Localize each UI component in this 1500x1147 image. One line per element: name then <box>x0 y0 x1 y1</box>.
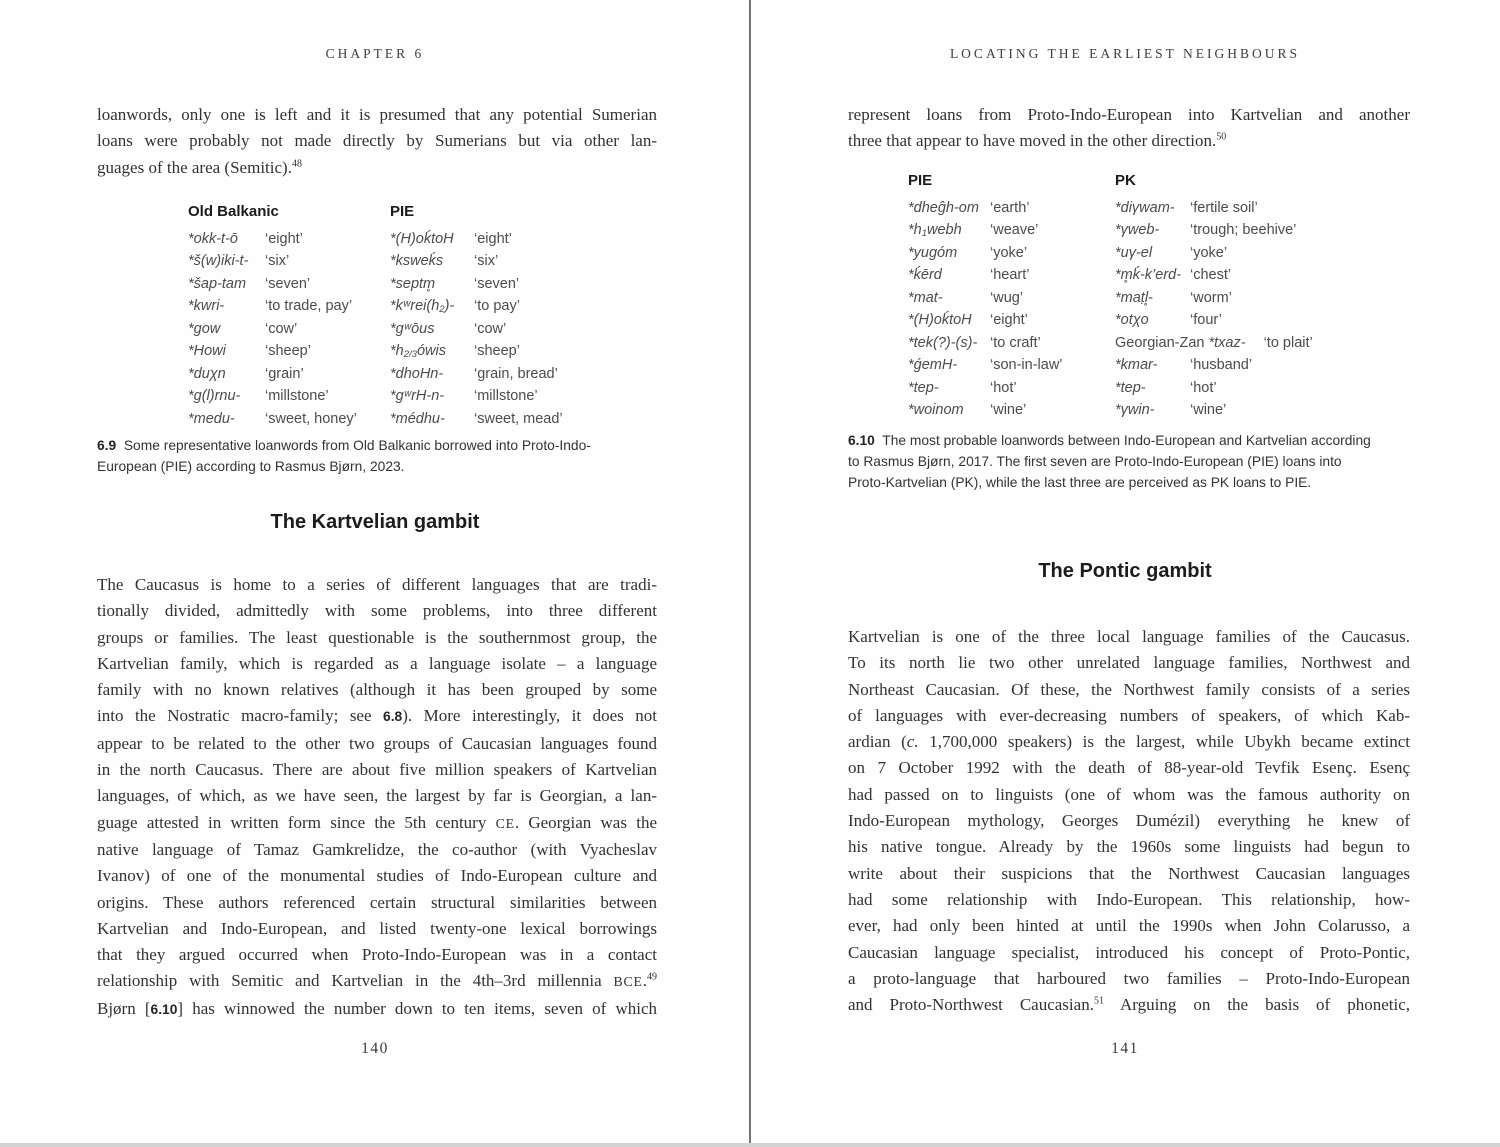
gloss: ‘sheep’ <box>265 343 311 360</box>
column-header-old-balkanic: Old Balkanic <box>188 203 279 220</box>
table-row <box>908 197 1313 219</box>
text-line: had some relationship with Indo-European. This relationship, how- <box>848 889 1410 909</box>
table-header-row <box>908 170 1313 192</box>
text-line: Northeast Caucasian. Of these, the Northwest family consists of a series <box>848 679 1410 699</box>
table-row <box>188 295 563 317</box>
text-line: family with no known relatives (although it has been grouped by some <box>97 680 657 700</box>
text-line: Bjørn [6.10] has winnowed the number down to ten items, seven of which <box>97 998 657 1018</box>
gloss: ‘hot’ <box>1190 379 1217 396</box>
text-line: on 7 October 1992 with the death of 88-year-old Tevfik Esenç. Esenç <box>848 758 1410 778</box>
table-row <box>908 309 1313 331</box>
text-line: of languages with ever-decreasing numbers of speakers, of which Kab- <box>848 705 1410 725</box>
text-line: The Caucasus is home to a series of different languages that are tradi- <box>97 575 657 594</box>
gloss: ‘cow’ <box>474 320 507 337</box>
reconstructed-form: *woinom <box>908 402 964 419</box>
text-line: Kartvelian and Indo-European, and listed twenty-one lexical borrowings <box>97 918 657 938</box>
text-line: represent loans from Proto-Indo-European into Kartvelian and another <box>848 105 1410 124</box>
text-line: native language of Tamaz Gamkrelidze, the co-author (with Vyacheslav <box>97 839 657 859</box>
reconstructed-form: Georgian-Zan *txaz- ‘to plait’ <box>1115 334 1313 351</box>
text-line: into the Nostratic macro-family; see 6.8). More interestingly, it does not <box>97 706 657 726</box>
gloss: ‘four’ <box>1190 312 1222 329</box>
reconstructed-form: *mat- <box>908 289 943 306</box>
text-line: write about their suspicions that the Northwest Caucasian languages <box>848 863 1410 883</box>
reconstructed-form: *gow <box>188 320 221 337</box>
table-row <box>908 377 1313 399</box>
running-head-section: LOCATING THE EARLIEST NEIGHBOURS <box>949 46 1301 61</box>
reconstructed-form: *dheĝh-om <box>908 200 979 216</box>
body-paragraph-right <box>848 624 1410 1018</box>
section-heading-pontic-gambit: The Pontic gambit <box>1038 560 1212 582</box>
text-line: loans were probably not made directly by Sumerians but via other lan- <box>97 131 657 151</box>
table-row <box>908 399 1313 421</box>
gloss: ‘earth’ <box>990 200 1030 216</box>
reconstructed-form: $*kʷrei(h_2)-$ <box>390 298 455 316</box>
gloss: ‘millstone’ <box>474 388 538 405</box>
gloss: ‘husband’ <box>1190 357 1253 374</box>
reconstructed-form: *kwri- <box>188 298 225 315</box>
table-row <box>908 287 1313 309</box>
reconstructed-form: *gʷōus <box>390 320 435 337</box>
gloss: ‘to trade, pay’ <box>265 298 353 315</box>
gloss: ‘six’ <box>474 253 499 270</box>
running-head-chapter: CHAPTER 6 <box>325 46 425 61</box>
table-row <box>908 219 1313 241</box>
page-number-141: 141 <box>1111 1040 1139 1057</box>
table-body <box>908 197 1313 422</box>
gloss: ‘seven’ <box>265 275 311 292</box>
reconstructed-form: *diγwam- <box>1115 200 1175 216</box>
reconstructed-form: *tep- <box>1115 379 1146 396</box>
gloss: ‘cow’ <box>265 320 298 337</box>
column-header-pie: PIE <box>390 203 415 220</box>
text-line: to Rasmus Bjørn, 2017. The first seven are Proto-Indo-European (PIE) loans into <box>848 454 1342 469</box>
table-row <box>188 318 563 340</box>
reconstructed-form: *kmar- <box>1115 357 1158 374</box>
reconstructed-form: *ḱērd <box>908 267 942 284</box>
table-row <box>188 363 563 385</box>
figure-caption-6-10 <box>848 430 1408 493</box>
gloss: ‘chest’ <box>1190 267 1232 284</box>
gloss: ‘heart’ <box>990 267 1030 284</box>
gloss: ‘wine’ <box>990 402 1027 419</box>
page-number-140: 140 <box>361 1040 389 1057</box>
loanword-table-old-balkanic-pie <box>188 201 563 430</box>
gloss: ‘yoke’ <box>1190 244 1228 261</box>
reconstructed-form: *γwin- <box>1115 402 1155 419</box>
reconstructed-form: *yugóm <box>908 244 958 261</box>
reconstructed-form: *otχo <box>1115 312 1149 329</box>
reconstructed-form: *(H)oḱtoH <box>390 231 454 247</box>
reconstructed-form: *gʷrH-n- <box>390 388 445 405</box>
text-line: Kartvelian family, which is regarded as a language isolate – a language <box>97 653 657 673</box>
gloss: ‘sweet, mead’ <box>474 410 563 427</box>
reconstructed-form: *médhu- <box>390 410 445 427</box>
gloss: ‘son-in-law’ <box>990 357 1063 374</box>
gloss: ‘hot’ <box>990 379 1017 396</box>
reconstructed-form: *dhoHn- <box>390 365 444 382</box>
gloss: ‘millstone’ <box>265 388 329 405</box>
text-line: European (PIE) according to Rasmus Bjørn, 2023. <box>97 459 405 474</box>
text-line: in the north Caucasus. There are about five million speakers of Kartvelian <box>97 760 657 780</box>
text-line: his native tongue. Already by the 1960s some linguists had begun to <box>848 837 1410 857</box>
reconstructed-form: *medu- <box>188 410 235 427</box>
gloss: ‘to craft’ <box>990 334 1041 351</box>
bottom-edge-shadow <box>0 1143 1500 1147</box>
table-row <box>908 354 1313 376</box>
figure-caption-6-9 <box>97 435 642 477</box>
gloss: ‘grain’ <box>265 365 304 382</box>
gloss: ‘eight’ <box>474 231 512 247</box>
gloss: ‘wug’ <box>990 289 1024 306</box>
table-row <box>188 385 563 407</box>
text-line: guage attested in written form since the 5th century CE. Georgian was the <box>97 812 657 832</box>
gloss: ‘to plait’ <box>1263 334 1313 351</box>
gloss: ‘weave’ <box>990 222 1039 239</box>
section-heading-kartvelian-gambit: The Kartvelian gambit <box>270 511 480 533</box>
text-line: tionally divided, admittedly with some problems, into three different <box>97 601 657 621</box>
gloss: ‘wine’ <box>1190 402 1227 419</box>
text-line: Ivanov) of one of the monumental studies of Indo-European culture and <box>97 866 657 886</box>
reconstructed-form: *m̥ḱ-k’erd- <box>1115 267 1182 284</box>
text-line: 6.9 Some representative loanwords from Old Balkanic borrowed into Proto-Indo- <box>97 438 591 453</box>
gloss: ‘worm’ <box>1190 289 1232 306</box>
reconstructed-form: *septm̥ <box>390 275 436 292</box>
reconstructed-form: *ǵemH- <box>908 357 958 374</box>
loanword-table-pie-pk <box>908 170 1313 422</box>
text-line: that they argued occurred when Proto-Indo-European was in a contact <box>97 945 657 965</box>
gloss: ‘six’ <box>265 253 290 270</box>
gloss: ‘fertile soil’ <box>1190 200 1258 216</box>
text-line: Kartvelian is one of the three local language families of the Caucasus. <box>848 627 1410 646</box>
text-line: a proto-language that harboured two families – Proto-Indo-European <box>848 968 1410 988</box>
gloss: ‘eight’ <box>265 231 303 247</box>
reconstructed-form: *tek(?)-(s)- <box>908 334 978 351</box>
column-header-pie: PIE <box>908 172 933 189</box>
reconstructed-form: *tep- <box>908 379 939 396</box>
table-row <box>908 332 1313 354</box>
table-body <box>188 228 563 430</box>
text-line: three that appear to have moved in the other direction.$^{50}$ <box>848 131 1227 151</box>
text-line: languages, of which, as we have seen, the largest by far is Georgian, a lan- <box>97 786 657 806</box>
text-line: Indo-European mythology, Georges Dumézil) everything he knew of <box>848 811 1410 831</box>
intro-paragraph <box>848 102 1410 155</box>
text-line: and Proto-Northwest Caucasian.$^{51}$ Arguing on the basis of phonetic, <box>848 995 1410 1015</box>
text-line: guages of the area (Semitic).$^{48}$ <box>97 157 302 177</box>
gloss: ‘to pay’ <box>474 298 520 315</box>
gloss: ‘trough; beehive’ <box>1190 222 1297 239</box>
reconstructed-form: *γweb- <box>1115 222 1160 239</box>
text-line: ever, had only been hinted at until the 1990s when John Colarusso, a <box>848 916 1410 936</box>
table-row <box>188 408 563 430</box>
reconstructed-form: *g(l)rnu- <box>188 388 241 405</box>
reconstructed-form: *uγ-el <box>1115 244 1153 261</box>
table-row <box>908 242 1313 264</box>
table-row <box>908 264 1313 286</box>
page-141 <box>750 0 1500 1147</box>
reconstructed-form: *šap-tam <box>188 275 247 292</box>
text-line: groups or families. The least questionable is the southernmost group, the <box>97 627 657 647</box>
reconstructed-form: *Howi <box>188 343 226 360</box>
text-line: loanwords, only one is left and it is presumed that any potential Sumerian <box>97 105 657 124</box>
text-line: had passed on to linguists (one of whom was the famous authority on <box>848 784 1410 804</box>
reconstructed-form: *duχn <box>188 365 226 382</box>
reconstructed-form: $*h_1webh$ <box>908 222 962 240</box>
reconstructed-form: *okk-t-ō <box>188 231 238 247</box>
table-header-row <box>188 201 563 223</box>
table-row <box>188 228 563 250</box>
text-line: relationship with Semitic and Kartvelian in the 4th–3rd millennia BCE.$^{49}$ <box>97 971 657 991</box>
text-line: origins. These authors referenced certain structural similarities between <box>97 892 657 912</box>
table-row <box>188 250 563 272</box>
column-header-pk: PK <box>1115 172 1136 189</box>
text-line: To its north lie two other unrelated language families, Northwest and <box>848 653 1410 673</box>
table-row <box>188 340 563 362</box>
gloss: ‘yoke’ <box>990 244 1028 261</box>
gloss: ‘eight’ <box>990 312 1028 329</box>
text-line: appear to be related to the other two groups of Caucasian languages found <box>97 733 657 753</box>
table-row <box>188 273 563 295</box>
body-paragraph-left <box>97 572 657 1023</box>
text-line: Caucasian language specialist, introduced his concept of Proto-Pontic, <box>848 942 1410 962</box>
text-line: ardian (c. 1,700,000 speakers) is the largest, while Ubykh became extinct <box>848 732 1411 752</box>
gloss: ‘seven’ <box>474 275 520 292</box>
reconstructed-form: *(H)oḱtoH <box>908 312 972 329</box>
reconstructed-form: *maṭl̥- <box>1115 289 1153 306</box>
gloss: ‘sweet, honey’ <box>265 410 357 427</box>
gloss: ‘grain, bread’ <box>474 365 558 382</box>
intro-paragraph <box>97 102 657 181</box>
gloss: ‘sheep’ <box>474 343 520 360</box>
reconstructed-form: *š(w)iki-t- <box>188 253 249 270</box>
reconstructed-form: *ksweḱs <box>390 253 444 270</box>
text-line: 6.10 The most probable loanwords between Indo-European and Kartvelian according <box>848 433 1371 448</box>
text-line: Proto-Kartvelian (PK), while the last three are perceived as PK loans to PIE. <box>848 475 1312 490</box>
reconstructed-form: $*h_{2/3}ówis$ <box>390 343 446 361</box>
